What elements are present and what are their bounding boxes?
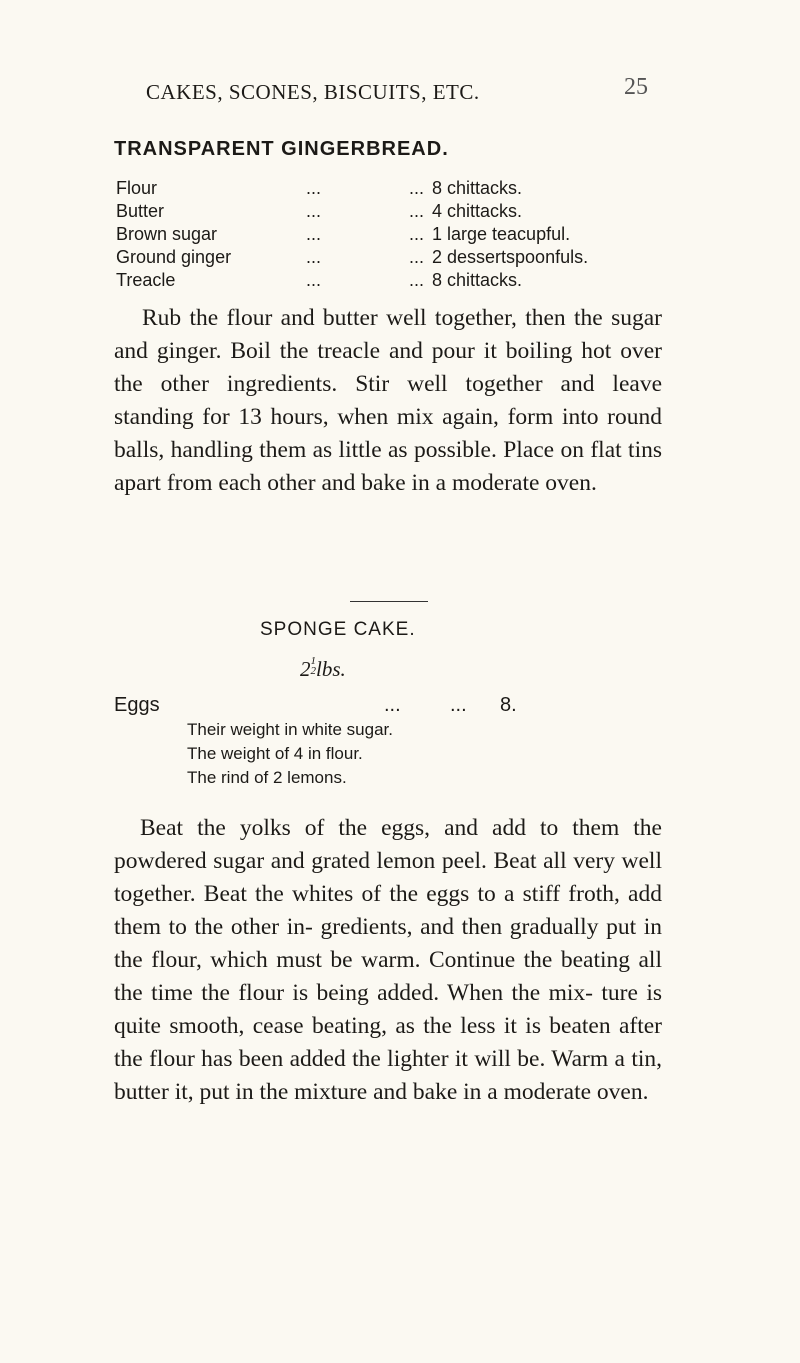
ingredient-row-eggs [114,694,517,717]
leader-dots: ... [408,224,424,244]
ingredient-quantity: 8. [500,694,517,716]
leader-dots: ... [306,247,322,267]
ingredient-note: The rind of 2 lemons. [187,768,347,787]
leader-dots: ... [306,201,322,221]
page-number: 25 [624,74,648,100]
ingredient-name: Ground ginger [116,247,232,267]
fraction-numerator: 1 [310,655,316,667]
ingredient-row [116,223,588,246]
ingredient-quantity: 8 chittacks. [432,178,523,198]
ingredient-quantity: 2 dessertspoonfuls. [432,247,589,267]
ingredient-row [116,200,588,223]
ingredient-name: Eggs [114,694,160,716]
sponge-cake-weight [300,656,346,682]
leader-dots: ... [306,224,322,244]
ingredient-note: The weight of 4 in flour. [187,744,363,763]
leader-dots: ... [384,694,401,716]
ingredient-row [116,246,588,269]
ingredient-list-gingerbread [116,177,588,292]
leader-dots: ... [408,270,424,290]
ingredient-name: Brown sugar [116,224,218,244]
ingredient-name: Flour [116,178,158,198]
method-paragraph-sponge-cake: Beat the yolks of the eggs, and add to them the powdered sugar and grated lemon peel. Beat all very well together. Beat the whites of the eggs to a stiff froth, add them to the other in- gredients, and then gradually put in the flour, which must be warm. Continue the beating all the time the flour is being added. When the mix- ture is quite smooth, cease beating, as the less it is beaten after the flour has been added the lighter it will be. Warm a tin, butter it, put in the mixture and bake in a moderate oven. [114,815,662,1105]
method-paragraph-gingerbread: Rub the flour and butter well together, then the sugar and ginger. Boil the treacle and pour it boiling hot over the other ingredients. Stir well together and leave standing for 13 hours, when mix again, form into round balls, handling them as little as possible. Place on flat tins apart from each other and bake in a moderate oven. [114,305,662,496]
fraction-denominator: 2 [310,665,316,677]
ingredient-row [116,269,588,292]
ingredient-row [116,177,588,200]
ingredient-quantity: 1 large teacupful. [432,224,571,244]
ingredient-quantity: 4 chittacks. [432,201,523,221]
ingredient-note: Their weight in white sugar. [187,720,393,739]
running-head: CAKES, SCONES, BISCUITS, ETC. [146,80,480,104]
leader-dots: ... [408,247,424,267]
weight-unit: lbs. [316,657,346,681]
leader-dots: ... [306,270,322,290]
ingredient-name: Treacle [116,270,176,290]
leader-dots: ... [450,694,467,716]
leader-dots: ... [408,178,424,198]
leader-dots: ... [306,178,322,198]
weight-whole: 2 [300,657,311,681]
recipe-title-gingerbread: TRANSPARENT GINGERBREAD. [114,138,449,160]
ingredient-notes-sponge-cake [187,718,393,790]
leader-dots: ... [408,201,424,221]
recipe-title-sponge-cake: SPONGE CAKE. [260,619,416,640]
ingredient-name: Butter [116,201,165,221]
ingredient-quantity: 8 chittacks. [432,270,523,290]
section-divider [350,601,428,602]
